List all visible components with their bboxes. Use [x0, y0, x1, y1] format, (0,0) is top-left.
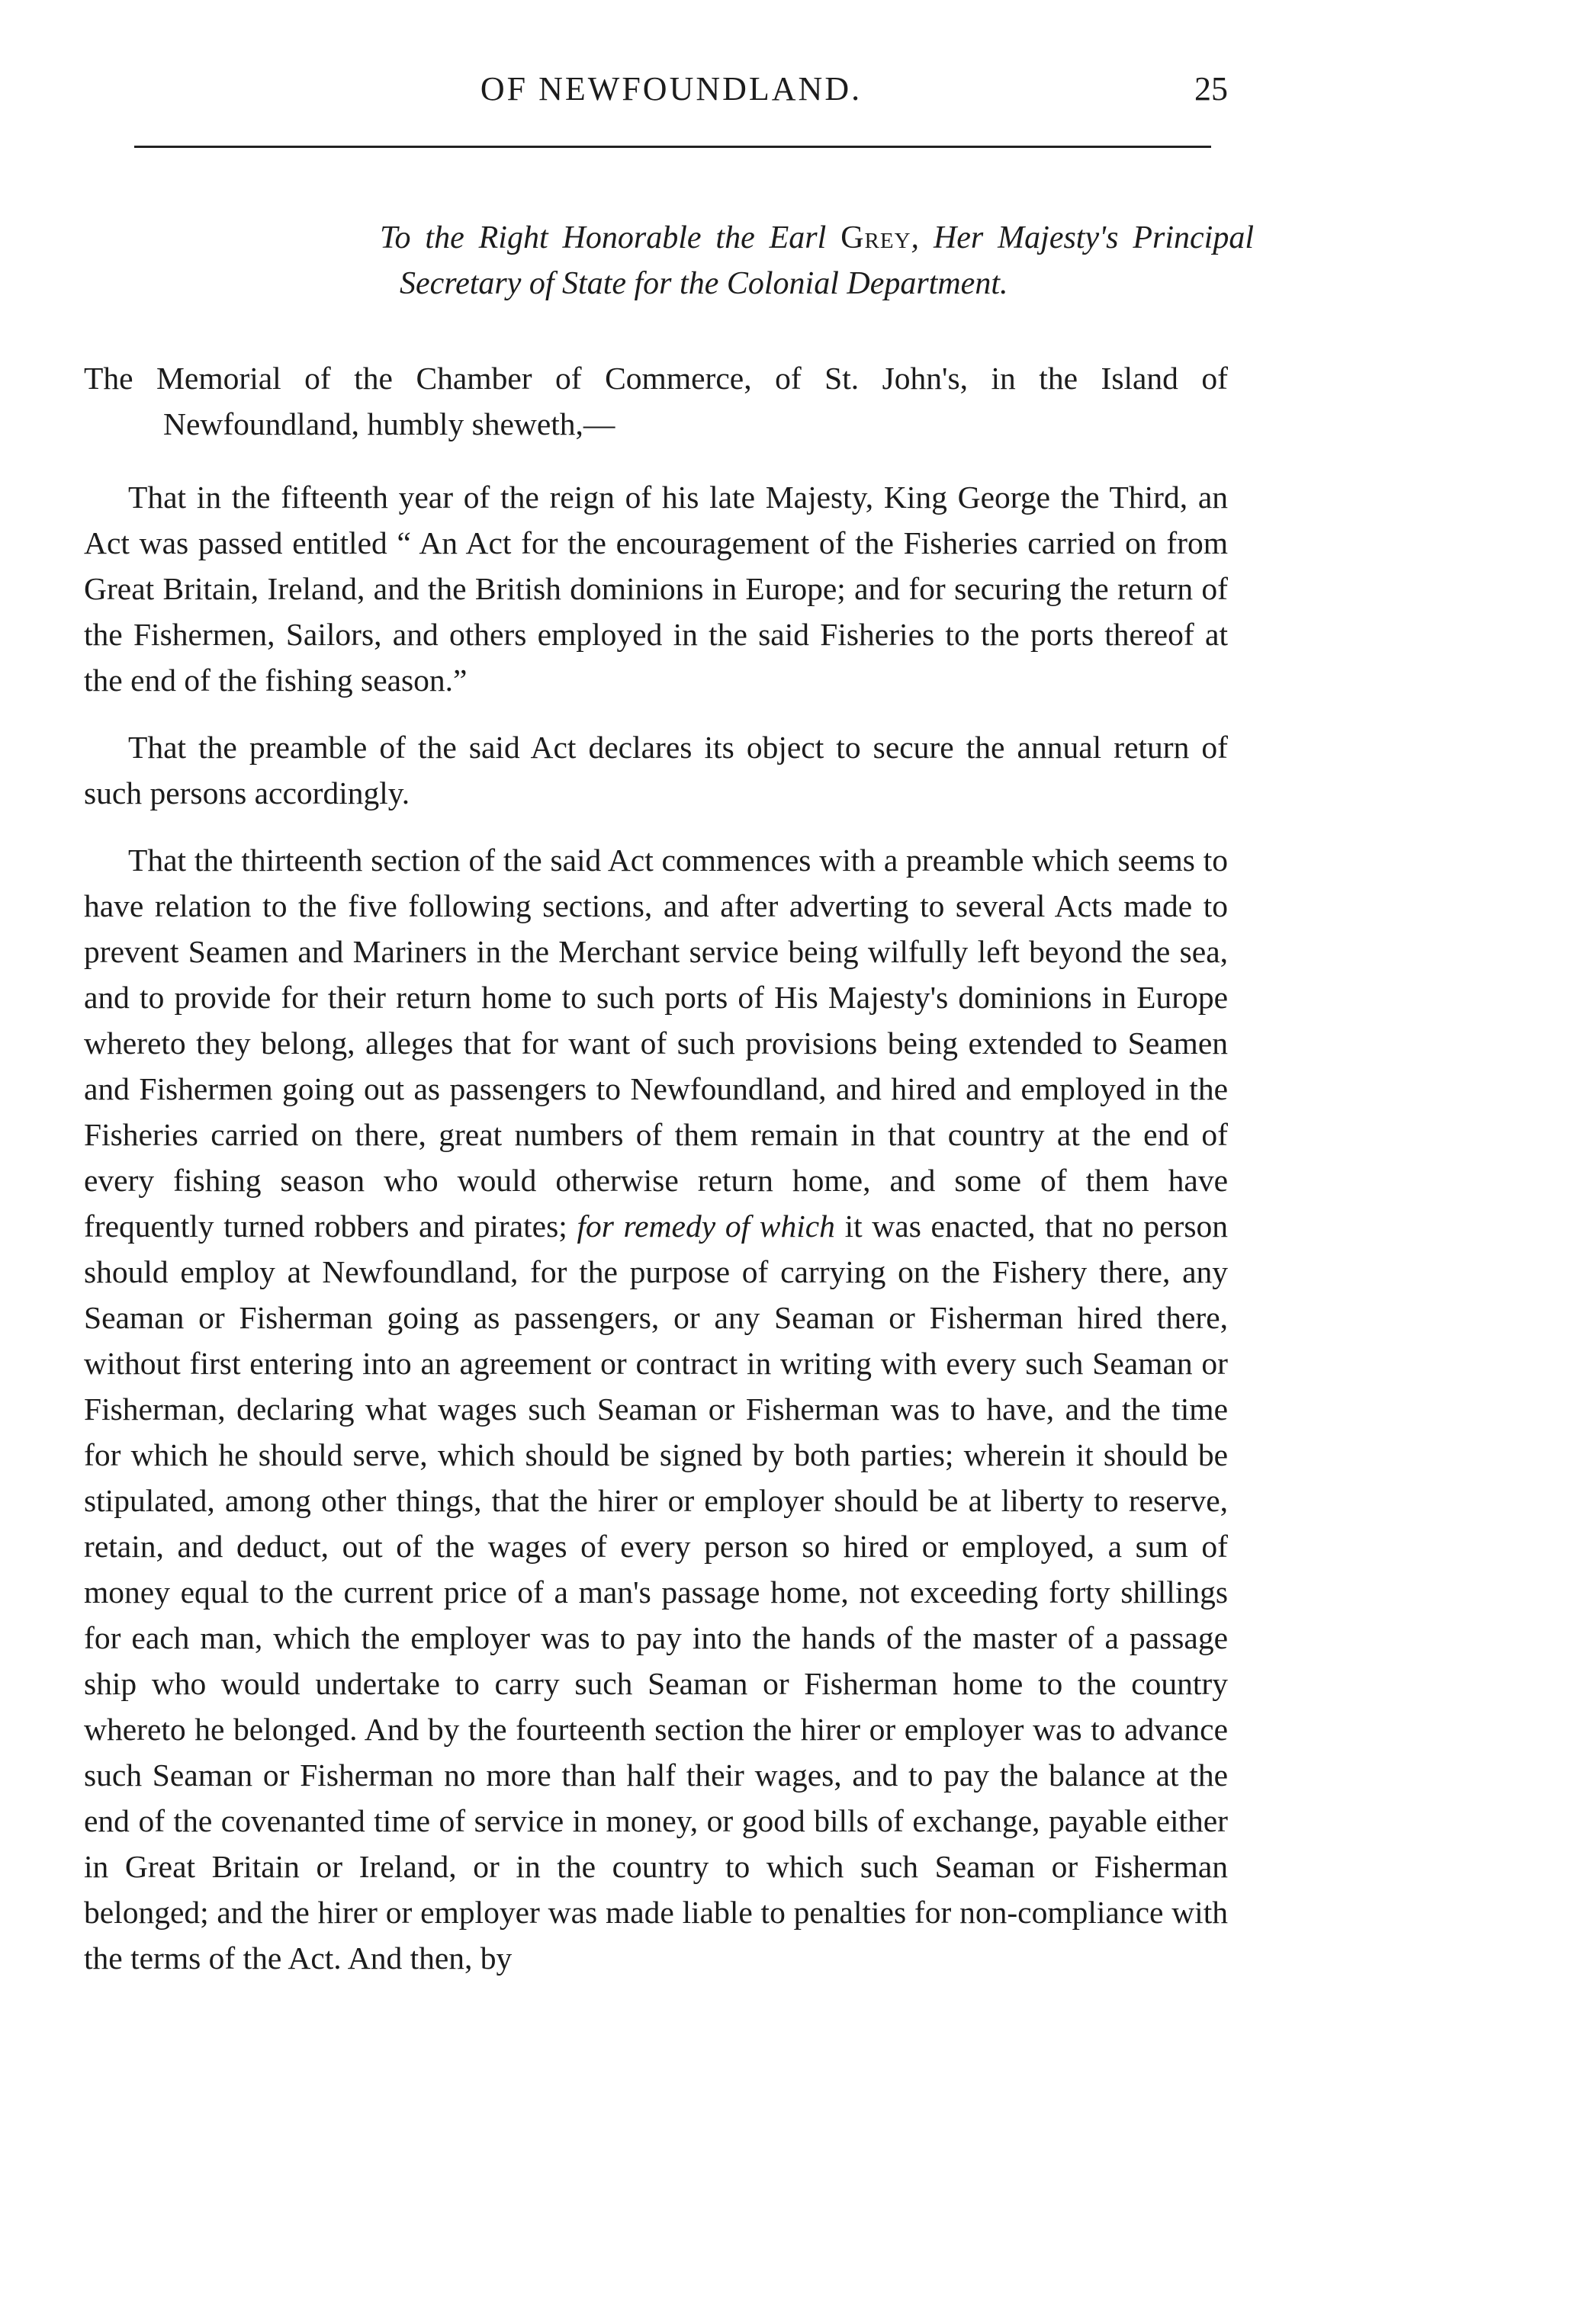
address-heading — [380, 215, 1254, 307]
paragraph-text-before-italic: That the thirteenth section of the said Act commences with a preamble which seems to have relation to the five following sections, and after adverting to several Acts made to prevent Seamen and Mariners in the Merchant service being wilfully left beyond the sea, and to provide for their return home to such ports of His Majesty's dominions in Europe whereto they belong, alleges that for want of such provisions being extended to Seamen and Fishermen going out as passengers to Newfoundland, and hired and employed in the Fisheries carried on there, great numbers of them remain in that country at the end of every fishing season who would otherwise return home, and some of them have frequently turned robbers and pirates; — [84, 843, 1228, 1244]
header-rule — [134, 146, 1211, 148]
paragraph-preamble: That the preamble of the said Act declares its object to secure the annual return of such persons accordingly. — [84, 730, 1228, 811]
address-prefix: To the Right Honorable the Earl — [380, 220, 827, 255]
page-number: 25 — [1194, 70, 1228, 108]
italic-phrase: for remedy of which — [577, 1209, 835, 1244]
address-suffix: , Her Majesty's Principal Secretary of State for the Colonial Department. — [400, 220, 1255, 301]
address-name: Grey — [840, 220, 911, 255]
paragraph-act-passed: That in the fifteenth year of the reign of his late Majesty, King George the Third, an Act was passed entitled “ An Act for the encouragement of the Fisheries carried on from Great Britain, Ireland, and the British dominions in Europe; and for securing the return of the Fishermen, Sailors, and others employed in the said Fisheries to the ports thereof at the end of the fishing season.” — [84, 480, 1228, 698]
body-text — [84, 355, 1228, 1981]
paragraph-thirteenth-section — [84, 837, 1228, 1981]
paragraph-text-after-italic: it was enacted, that no person should employ at Newfoundland, for the purpose of carrying on the Fishery there, any Seaman or Fisherman going as passengers, or any Seaman or Fisherman hired there, without first entering into an agreement or contract in writing with every such Seaman or Fisherman, declaring what wages such Seaman or Fisherman was to have, and the time for which he should serve, which should be signed by both parties; wherein it should be stipulated, among other things, that the hirer or employer should be at liberty to reserve, retain, and deduct, out of the wages of every person so hired or employed, a sum of money equal to the current price of a man's passage home, not exceeding forty shillings for each man, which the employer was to pay into the hands of the master of a passage ship who would undertake to carry such Seaman or Fisherman home to the country whereto he belonged. And by the fourteenth section the hirer or employer was to advance such Seaman or Fisherman no more than half their wages, and to pay the balance at the end of the covenanted time of service in money, or good bills of exchange, payable either in Great Britain or Ireland, or in the country to which such Seaman or Fisherman belonged; and the hirer or employer was made liable to penalties for non-compliance with the terms of the Act. And then, by — [84, 1209, 1228, 1976]
memorial-opening: The Memorial of the Chamber of Commerce, of St. John's, in the Island of Newfoundland, humbly sheweth,— — [84, 361, 1228, 441]
running-header — [84, 63, 1258, 116]
running-title: OF NEWFOUNDLAND. — [480, 70, 863, 108]
